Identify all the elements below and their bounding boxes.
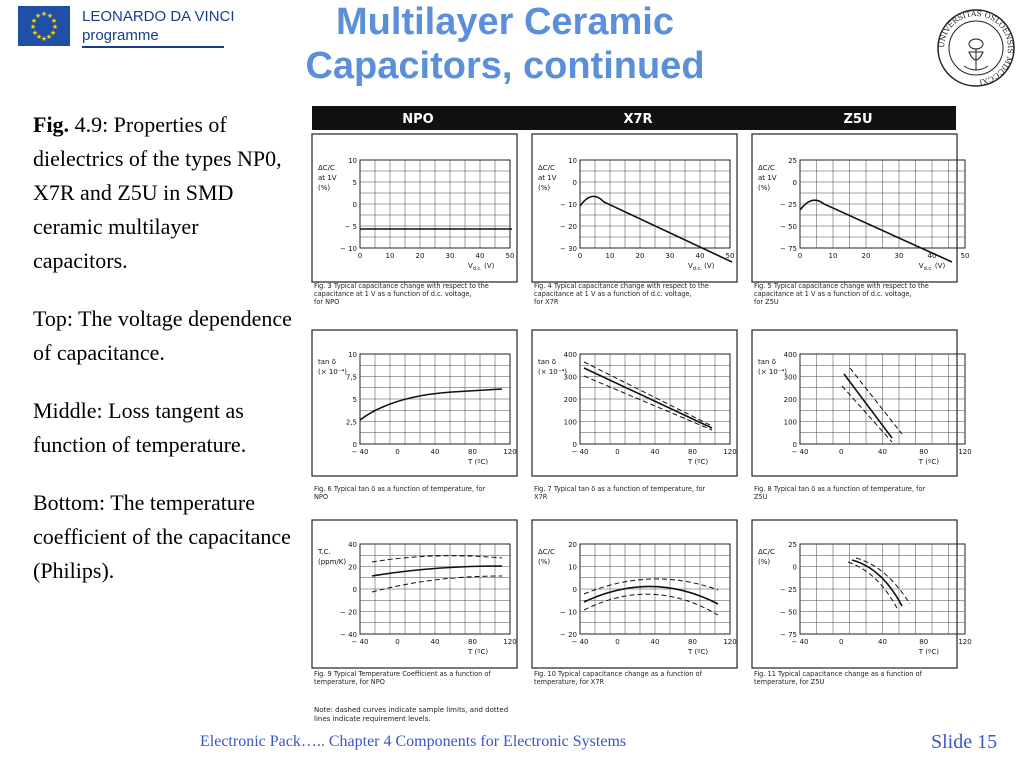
row2-xtick: 0	[615, 448, 620, 456]
svg-text:★: ★	[29, 23, 37, 31]
slide-title	[230, 0, 780, 88]
row2-panel-3	[752, 330, 972, 476]
row1-xtick: 50	[960, 252, 970, 260]
row3-fig-caption-3: Fig. 11 Typical capacitance change as a function of	[754, 670, 922, 678]
svg-text:★: ★	[51, 23, 59, 31]
row3-ytick: 25	[788, 541, 797, 549]
row3-ytick: 20	[348, 563, 357, 572]
row1-ytick: − 5	[344, 223, 357, 231]
row3-ylabel-2: (%)	[538, 558, 551, 566]
row3-ytick: 10	[568, 563, 577, 572]
row2-panel-2	[532, 330, 737, 476]
row3-ytick: 0	[792, 563, 797, 572]
row3-ytick: − 20	[560, 631, 577, 639]
caption-bottom: Bottom: The temperature coefficient of the capacitance (Philips).	[33, 490, 291, 583]
column-header-npo: NPO	[402, 112, 434, 127]
row1-xtick: 50	[505, 252, 515, 260]
row3-xtick: 40	[650, 638, 660, 646]
row2-xlabel: T (ºC)	[468, 458, 489, 466]
row3-ylabel-2: ΔC/C	[538, 548, 555, 556]
row3-ytick: − 10	[560, 608, 577, 617]
svg-text:★: ★	[30, 17, 38, 25]
row1-xtick: 30	[445, 252, 455, 260]
caption-middle: Middle: Loss tangent as function of temperature.	[33, 398, 247, 457]
row3-fig-caption-1: temperature, for NPO	[314, 678, 385, 686]
svg-text:★: ★	[49, 29, 57, 37]
row3-xtick: 120	[723, 638, 737, 646]
row3-ytick: − 20	[340, 608, 357, 617]
row1-ytick: 10	[568, 157, 577, 165]
row2-ylabel-2: (× 10⁻⁴)	[538, 368, 567, 376]
row2-xlabel: T (ºC)	[918, 458, 939, 466]
row1-fig-caption-1: capacitance at 1 V as a function of d.c. voltage,	[314, 290, 472, 298]
row3-xtick: 0	[615, 638, 620, 646]
row3-ylabel-1: T.C.	[318, 548, 331, 556]
row2-ytick: 400	[783, 351, 797, 359]
svg-text:★: ★	[45, 33, 53, 41]
row1-panel-2	[532, 134, 737, 282]
logo-line2: programme	[82, 27, 159, 44]
row1-xtick: 40	[695, 252, 705, 260]
row1-ytick: 0	[792, 179, 797, 187]
row3-xtick: 80	[688, 638, 697, 646]
leonardo-da-vinci-logo	[18, 6, 235, 48]
title-line1: Multilayer Ceramic	[336, 1, 674, 43]
row3-xlabel: T (ºC)	[688, 648, 709, 656]
row3-ylabel-1: (ppm/K)	[318, 558, 347, 566]
row2-xtick: 40	[650, 448, 660, 456]
row3-xtick: − 40	[351, 638, 369, 646]
row1-xtick: 20	[635, 252, 645, 260]
row1-xlabel: $V_{d.c.}$ (V)	[468, 262, 495, 272]
row1-fig-caption-1: for NPO	[314, 298, 340, 306]
row1-xtick: 10	[828, 252, 838, 260]
row2-ylabel-3: (× 10⁻⁴)	[758, 368, 787, 376]
seal-text: UNIVERSITAS OSLOENSIS MDCCCXI	[936, 8, 1016, 87]
row3-xtick: − 40	[571, 638, 589, 646]
row3-ytick: − 25	[780, 586, 797, 594]
row3-panel-2	[532, 520, 737, 668]
row2-ytick: 300	[563, 373, 577, 382]
row2-fig-caption-2: Fig. 7 Typical tan δ as a function of temperature, for	[534, 485, 706, 493]
logo-underline	[82, 46, 224, 48]
row1-xtick: 20	[861, 252, 871, 260]
row3-ylabel-3: (%)	[758, 558, 771, 566]
row1-ytick: − 10	[560, 201, 577, 209]
row1-ytick: 5	[352, 179, 357, 187]
row1-ylabel-3: (%)	[758, 184, 771, 192]
row3-panel-3	[752, 520, 972, 668]
row1-panel-3	[752, 134, 969, 282]
row1-xtick: 0	[357, 252, 363, 260]
row2-xtick: 120	[958, 448, 972, 456]
svg-text:★: ★	[31, 29, 39, 37]
row1-ytick: 0	[572, 179, 577, 187]
row2-xlabel: T (ºC)	[688, 458, 709, 466]
row2-xtick: − 40	[571, 448, 589, 456]
row2-xtick: − 40	[791, 448, 809, 456]
column-header-x7r: X7R	[623, 112, 653, 127]
row2-ytick: 300	[783, 373, 797, 382]
row2-xtick: 40	[430, 448, 440, 456]
row1-ytick: − 50	[780, 223, 797, 231]
row1-ytick: 0	[352, 201, 357, 209]
row2-xtick: 80	[919, 448, 929, 456]
row1-xlabel: $V_{d.c.}$ (V)	[918, 262, 946, 272]
row3-xtick: 120	[503, 638, 517, 646]
row3-xtick: 40	[878, 638, 887, 646]
row2-fig-caption-3: Z5U	[754, 493, 768, 501]
row1-ylabel-1: ΔC/C	[318, 164, 335, 172]
fig-text: 4.9: Properties of dielectrics of the types NP0, X7R and Z5U in SMD ceramic multilayer capacitors.	[33, 112, 282, 273]
svg-text:★: ★	[50, 17, 58, 25]
row1-ylabel-3: at 1V	[758, 174, 777, 182]
caption-top: Top: The voltage dependence of capacitance.	[33, 306, 292, 365]
row1-fig-caption-3: capacitance at 1 V as a function of d.c. voltage,	[754, 290, 912, 298]
row3-xtick: 120	[958, 638, 972, 646]
row1-xtick: 50	[725, 252, 735, 260]
row3-xlabel: T (ºC)	[468, 648, 489, 656]
row3-xtick: − 40	[791, 638, 809, 646]
row2-xtick: 120	[723, 448, 737, 456]
row2-ytick: 200	[783, 396, 797, 404]
footer-course: Electronic Pack….. Chapter 4 Components for Electronic Systems	[200, 733, 627, 750]
row3-ytick: 40	[348, 541, 357, 549]
row1-panel-1	[312, 134, 517, 282]
row3-fig-caption-3: temperature, for Z5U	[754, 678, 825, 686]
row3-ytick: − 75	[780, 631, 797, 639]
svg-text:★: ★	[34, 12, 42, 20]
row1-ytick: − 30	[560, 245, 577, 253]
row2-xtick: 0	[395, 448, 400, 456]
row2-ytick: 2,5	[345, 418, 357, 427]
column-header-z5u: Z5U	[843, 112, 873, 127]
row1-ylabel-1: (%)	[318, 184, 331, 192]
row2-ylabel-1: (× 10⁻⁴)	[318, 368, 347, 376]
row1-ytick: 25	[788, 157, 797, 165]
row3-fig-caption-1: Fig. 9 Typical Temperature Coefficient as a function of	[314, 670, 491, 678]
row1-xtick: 0	[577, 252, 583, 260]
row3-ylabel-3: ΔC/C	[758, 548, 775, 556]
row3-panel-1	[312, 520, 517, 668]
row2-ylabel-2: tan δ	[538, 358, 556, 366]
figure-caption	[33, 108, 295, 612]
row2-fig-caption-2: X7R	[534, 493, 548, 501]
row1-ylabel-3: ΔC/C	[758, 164, 775, 172]
figure-note-line1: Note: dashed curves indicate sample limits, and dotted	[314, 706, 509, 714]
row1-xtick: 30	[894, 252, 904, 260]
figure-note-line2: lines indicate requirement levels.	[314, 715, 431, 723]
row2-ytick: 0	[352, 441, 357, 449]
row2-xtick: 40	[878, 448, 887, 456]
row2-ytick: 7,5	[345, 373, 357, 382]
row1-fig-caption-2: for X7R	[534, 298, 559, 306]
row1-xtick: 40	[475, 252, 485, 260]
row1-xtick: 40	[927, 252, 937, 260]
row1-xtick: 10	[605, 252, 615, 260]
row1-xlabel: $V_{d.c.}$ (V)	[688, 262, 715, 272]
row1-ytick: − 75	[780, 245, 797, 253]
caption-fig	[33, 108, 295, 278]
row2-ytick: 0	[792, 441, 797, 449]
dielectric-properties-figure	[308, 106, 972, 731]
row1-ytick: − 25	[780, 201, 797, 209]
svg-text:★: ★	[35, 33, 43, 41]
row2-xtick: − 40	[351, 448, 369, 456]
row2-fig-caption-3: Fig. 8 Typical tan δ as a function of temperature, for	[754, 485, 926, 493]
row2-xtick: 80	[468, 448, 477, 456]
row1-fig-caption-1: Fig. 3 Typical capacitance change with respect to the	[314, 282, 489, 290]
svg-text:★: ★	[40, 35, 48, 43]
row2-ytick: 0	[572, 441, 577, 449]
row3-xtick: 0	[395, 638, 400, 646]
row2-xtick: 80	[688, 448, 697, 456]
row3-xtick: 0	[839, 638, 844, 646]
row3-xlabel: T (ºC)	[918, 648, 939, 656]
row2-ytick: 10	[348, 351, 357, 359]
row1-ytick: 10	[348, 157, 357, 165]
row3-xtick: 80	[919, 638, 929, 646]
svg-text:★: ★	[40, 10, 48, 18]
row1-fig-caption-3: for Z5U	[754, 298, 779, 306]
slide-number: Slide 15	[931, 731, 998, 753]
row3-fig-caption-2: Fig. 10 Typical capacitance change as a function of	[534, 670, 702, 678]
row1-xtick: 30	[665, 252, 675, 260]
row1-ytick: − 20	[560, 223, 577, 231]
row1-ylabel-2: (%)	[538, 184, 551, 192]
row1-ylabel-2: at 1V	[538, 174, 557, 182]
row1-ytick: − 10	[340, 245, 357, 253]
row3-ytick: 20	[568, 541, 577, 549]
row1-fig-caption-2: Fig. 4 Typical capacitance change with respect to the	[534, 282, 709, 290]
row2-xtick: 120	[503, 448, 517, 456]
row1-ylabel-1: at 1V	[318, 174, 337, 182]
row2-ytick: 200	[563, 396, 577, 404]
row3-xtick: 80	[468, 638, 477, 646]
row1-ylabel-2: ΔC/C	[538, 164, 555, 172]
eu-flag-icon	[18, 6, 70, 46]
row1-xtick: 20	[415, 252, 425, 260]
row1-xtick: 10	[385, 252, 395, 260]
title-line2: Capacitors, continued	[305, 45, 705, 87]
row3-fig-caption-2: temperature, for X7R	[534, 678, 605, 686]
row1-xtick: 0	[797, 252, 803, 260]
row1-fig-caption-3: Fig. 5 Typical capacitance change with respect to the	[754, 282, 929, 290]
row3-xtick: 40	[430, 638, 440, 646]
university-seal-icon	[936, 8, 1016, 88]
row2-fig-caption-1: Fig. 6 Typical tan δ as a function of temperature, for	[314, 485, 486, 493]
row2-fig-caption-1: NPO	[314, 493, 329, 501]
row3-ytick: 0	[352, 586, 357, 594]
row2-ylabel-1: tan δ	[318, 358, 336, 366]
fig-label: Fig.	[33, 112, 70, 137]
row2-xtick: 0	[839, 448, 844, 456]
row3-ytick: − 40	[340, 631, 357, 639]
row3-ytick: 0	[572, 586, 577, 594]
row2-ylabel-3: tan δ	[758, 358, 776, 366]
row2-ytick: 100	[563, 418, 577, 427]
svg-text:★: ★	[46, 12, 54, 20]
row2-ytick: 100	[783, 418, 797, 427]
row3-ytick: − 50	[780, 608, 797, 617]
logo-line1: LEONARDO DA VINCI	[82, 8, 235, 25]
row2-ytick: 400	[563, 351, 577, 359]
row1-fig-caption-2: capacitance at 1 V as a function of d.c. voltage,	[534, 290, 692, 298]
row2-ytick: 5	[352, 396, 357, 404]
row2-panel-1	[312, 330, 517, 476]
